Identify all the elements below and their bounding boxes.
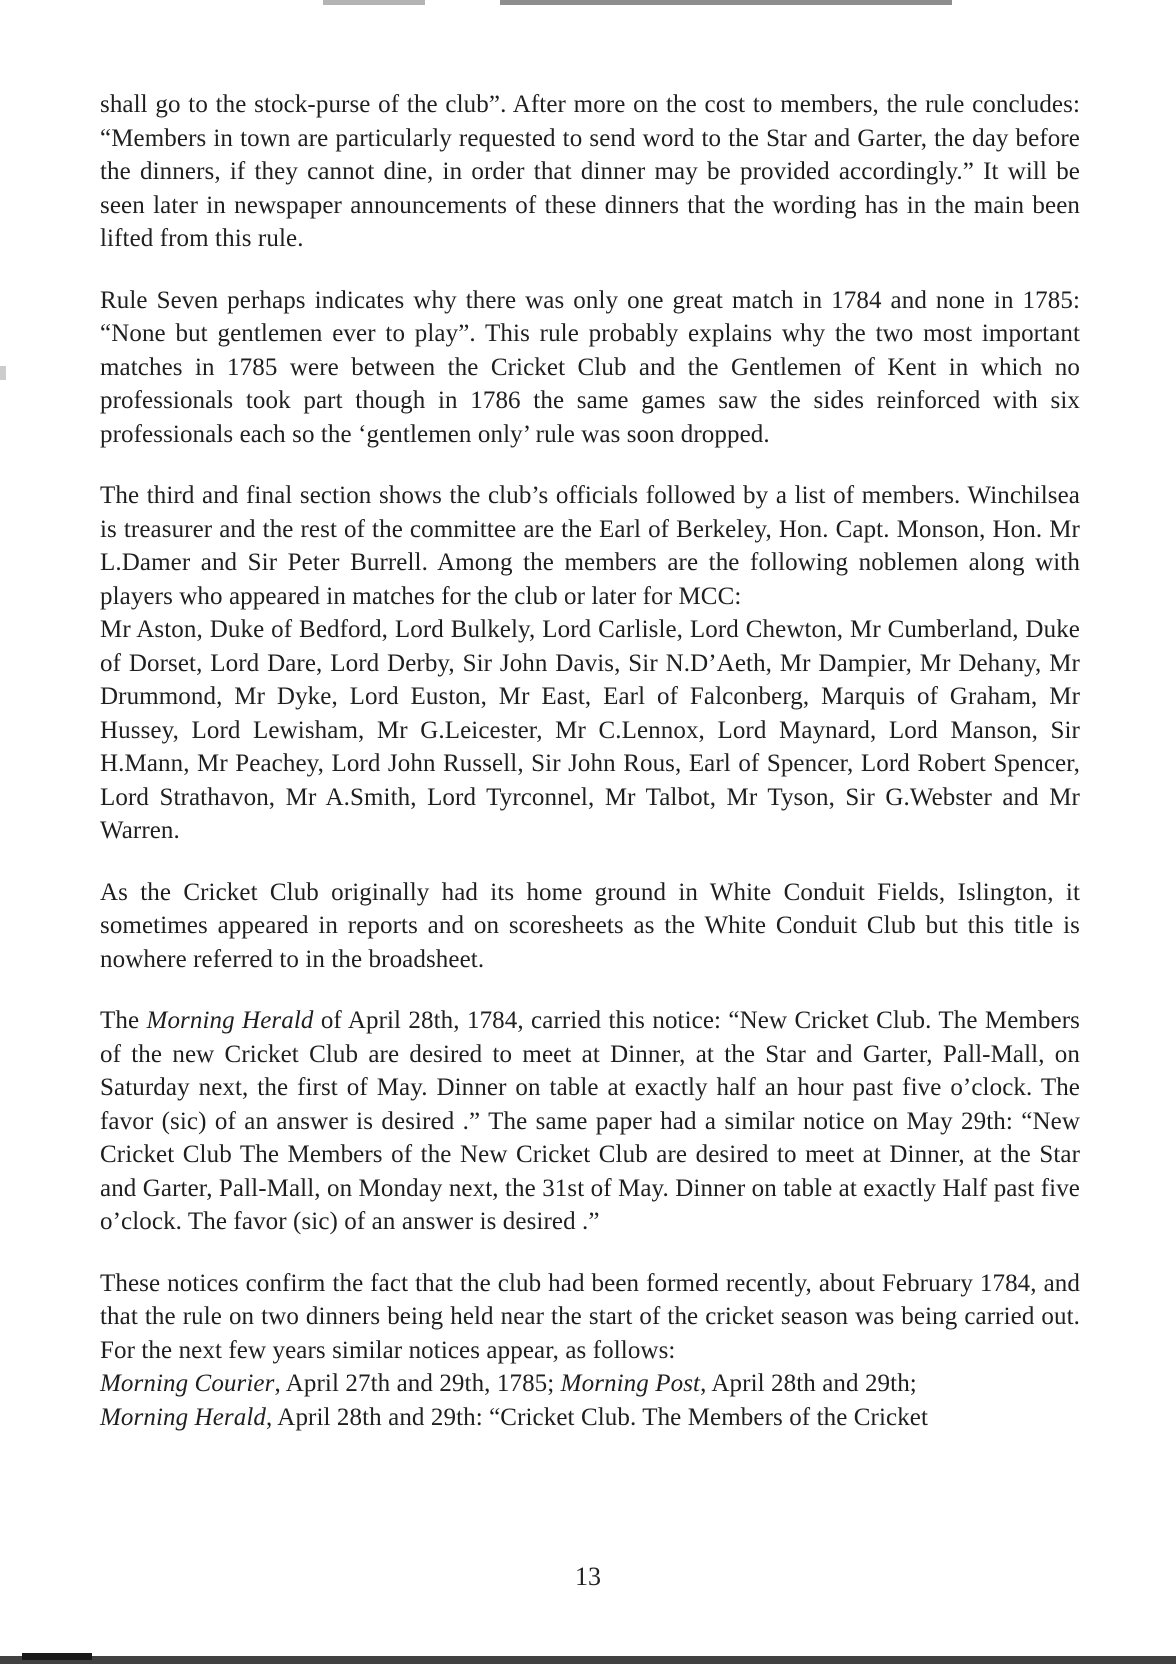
text-run: As the Cricket Club originally had its home ground in White Conduit Fields, Islington, it sometimes appeared in reports and on scoresheets as the White Conduit Club but this title is nowhere referred to in the broadsheet. — [100, 878, 1080, 973]
text-run: , April 28th and 29th; — [700, 1370, 917, 1397]
paragraph-3 — [100, 479, 1080, 848]
paragraph-2 — [100, 284, 1080, 452]
scan-artifact-top-rule-right — [500, 0, 952, 5]
text-run: of April 28th, 1784, carried this notice: “New Cricket Club. The Members of the new Cricket Club are desired to meet at Dinner, at the Star and Garter, Pall-Mall, on Saturday next, the first of May. Dinner on table at exactly half an hour past five o’clock. The favor (sic) of an answer is desired .” The same paper had a similar notice on May 29th: “New Cricket Club The Members of the New Cricket Club are desired to meet at Dinner, at the Star and Garter, Pall-Mall, on Monday next, the 31st of May. Dinner on table at exactly Half past five o’clock. The favor (sic) of an answer is desired .” — [100, 1007, 1080, 1235]
scan-artifact-edge-speck — [0, 366, 6, 380]
paragraph-4 — [100, 876, 1080, 977]
scan-artifact-top-rule-left — [323, 0, 425, 5]
italic-text-run: Morning Courier — [100, 1370, 275, 1397]
page-number: 13 — [575, 1562, 601, 1591]
text-run: These notices confirm the fact that the club had been formed recently, about February 1784, and that the rule on two dinners being held near the start of the cricket season was being carried out. For the next few years similar notices appear, as follows: — [100, 1269, 1080, 1364]
scan-artifact-bottom-bar — [0, 1656, 1176, 1664]
text-run: , April 27th and 29th, 1785; — [274, 1370, 561, 1397]
page-text-column — [100, 88, 1080, 1462]
paragraph-6 — [100, 1267, 1080, 1435]
paragraph-1 — [100, 88, 1080, 256]
italic-text-run: Morning Herald — [146, 1007, 314, 1034]
scan-artifact-bottom-speck — [22, 1653, 92, 1660]
italic-text-run: Morning Post — [560, 1370, 701, 1397]
text-run: shall go to the stock-purse of the club”. After more on the cost to members, the rule concludes: “Members in town are particularly requested to send word to the Star and Garter, the day before the dinners, if they cannot dine, in order that dinner may be provided accordingly.” It will be seen later in newspaper announcements of these dinners that the wording has in the main been lifted from this rule. — [100, 91, 1080, 252]
italic-text-run: Morning Herald — [100, 1403, 266, 1431]
text-run: The third and final section shows the club’s officials followed by a list of members. Winchilsea is treasurer and the rest of the committee are the Earl of Berkeley, Hon. Capt. Monson, Hon. Mr L.Damer and Sir Peter Burrell. Among the members are the following noblemen along with players who appeared in matches for the club or later for MCC: — [100, 482, 1080, 610]
text-run: Rule Seven perhaps indicates why there was only one great match in 1784 and none in 1785: “None but gentlemen ever to play”. This rule probably explains why the two most important matches in 1785 were between the Cricket Club and the Gentlemen of Kent in which no professionals took part though in 1786 the same games saw the sides reinforced with six professionals each so the ‘gentlemen only’ rule was soon dropped. — [100, 286, 1080, 448]
text-run: , April 28th and 29th: “Cricket Club. The Members of the Cricket — [265, 1403, 929, 1431]
text-run: The — [100, 1007, 147, 1034]
text-run: Mr Aston, Duke of Bedford, Lord Bulkely, Lord Carlisle, Lord Chewton, Mr Cumberland, Duke of Dorset, Lord Dare, Lord Derby, Sir John Davis, Sir N.D’Aeth, Mr Dampier, Mr Dehany, Mr Drummond, Mr Dyke, Lord Euston, Mr East, Earl of Falconberg, Marquis of Graham, Mr Hussey, Lord Lewisham, Mr G.Leicester, Mr C.Lennox, Lord Maynard, Lord Manson, Sir H.Mann, Mr Peachey, Lord John Russell, Sir John Rous, Earl of Spencer, Lord Robert Spencer, Lord Strathavon, Mr A.Smith, Lord Tyrconnel, Mr Talbot, Mr Tyson, Sir G.Webster and Mr Warren. — [100, 616, 1080, 844]
paragraph-5 — [100, 1004, 1080, 1239]
